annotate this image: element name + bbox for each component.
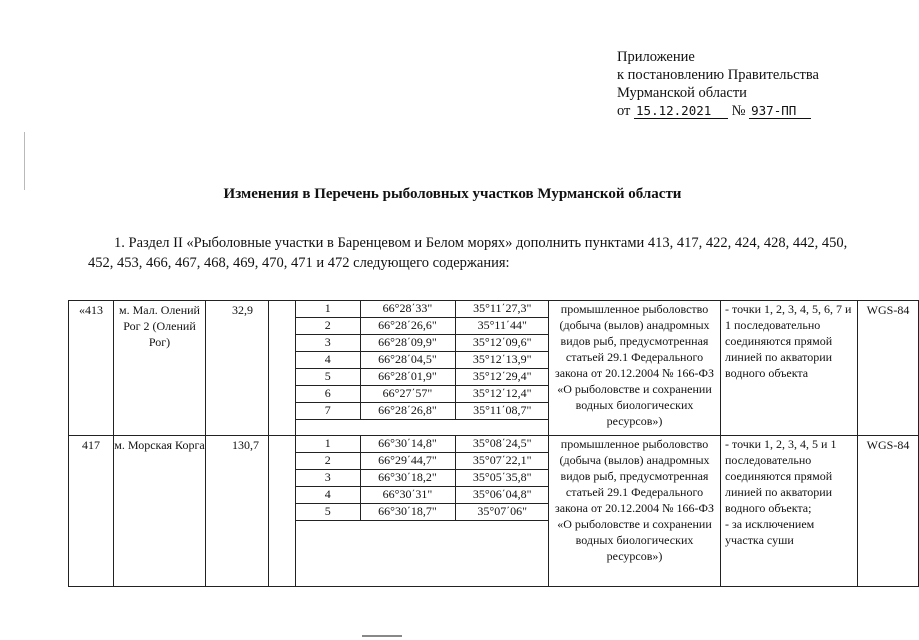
appendix-line-1: Приложение xyxy=(617,49,695,65)
boundary-description: - точки 1, 2, 3, 4, 5, 6, 7 и 1 последовательно соединяются прямой линией по акватории водного объекта xyxy=(721,301,858,436)
point-latitude: 66°30΄18,2" xyxy=(360,470,455,487)
appendix-header xyxy=(617,48,819,120)
point-longitude: 35°12΄29,4" xyxy=(455,369,549,386)
point-longitude: 35°11΄27,3" xyxy=(455,301,549,318)
decree-date: 15.12.2021 xyxy=(634,104,728,119)
point-latitude: 66°30΄14,8" xyxy=(360,436,455,453)
boundary-description xyxy=(721,436,858,587)
fishing-parcels-table xyxy=(68,300,919,587)
coordinate-system: WGS-84 xyxy=(858,436,919,587)
coordinate-row xyxy=(296,386,549,403)
coordinate-system: WGS-84 xyxy=(858,301,919,436)
date-prefix: от xyxy=(617,103,631,119)
parcel-area: 130,7 xyxy=(206,436,269,587)
coordinate-row xyxy=(296,352,549,369)
point-latitude: 66°28΄26,8" xyxy=(360,403,455,420)
point-longitude: 35°05΄35,8" xyxy=(455,470,549,487)
intro-paragraph-text: 1. Раздел II «Рыболовные участки в Баренцевом и Белом морях» дополнить пунктами 413, 417, 422, 424, 428, 442, 450, 452, 453, 466, 467, 468, 469, 470, 471 и 472 следующего содержания: xyxy=(88,235,848,271)
coordinate-row xyxy=(296,318,549,335)
document-title: Изменения в Перечень рыболовных участков Мурманской области xyxy=(223,186,682,202)
coordinates-table xyxy=(296,436,549,521)
permitted-use: промышленное рыболовство (добыча (вылов) анадромных видов рыб, предусмотренная статьей 29.1 Федерального закона от 20.12.2004 № 166-ФЗ «О рыболовстве и сохранении водных биологических ресурсов») xyxy=(549,301,721,436)
coordinate-row xyxy=(296,470,549,487)
permitted-use: промышленное рыболовство (добыча (вылов) анадромных видов рыб, предусмотренная статьей 29.1 Федерального закона от 20.12.2004 № 166-ФЗ «О рыболовстве и сохранении водных биологических ресурсов») xyxy=(549,436,721,587)
coordinates-cell xyxy=(296,301,549,436)
point-longitude: 35°12΄13,9" xyxy=(455,352,549,369)
coordinates-table xyxy=(296,301,549,420)
point-longitude: 35°11΄08,7" xyxy=(455,403,549,420)
number-prefix: № xyxy=(731,103,746,119)
coordinate-row xyxy=(296,436,549,453)
decree-number: 937-ПП xyxy=(749,104,811,119)
point-longitude: 35°11΄44" xyxy=(455,318,549,335)
point-number: 3 xyxy=(296,470,360,487)
point-number: 3 xyxy=(296,335,360,352)
scan-bottom-mark xyxy=(362,635,402,637)
appendix-date-line xyxy=(617,102,819,120)
coordinate-row xyxy=(296,369,549,386)
parcel-name: м. Морская Корга xyxy=(114,436,206,587)
empty-cell xyxy=(269,301,296,436)
point-latitude: 66°30΄18,7" xyxy=(360,504,455,521)
point-latitude: 66°28΄04,5" xyxy=(360,352,455,369)
point-number: 1 xyxy=(296,301,360,318)
point-longitude: 35°07΄06" xyxy=(455,504,549,521)
point-longitude: 35°07΄22,1" xyxy=(455,453,549,470)
coordinate-row xyxy=(296,403,549,420)
intro-paragraph xyxy=(88,233,868,273)
point-number: 1 xyxy=(296,436,360,453)
point-number: 2 xyxy=(296,453,360,470)
boundary-exception-line: - за исключением участка суши xyxy=(725,517,815,547)
point-latitude: 66°27΄57" xyxy=(360,386,455,403)
boundary-description-line: - точки 1, 2, 3, 4, 5 и 1 последовательно соединяются прямой линией по акватории водного объекта; xyxy=(725,437,837,515)
point-latitude: 66°28΄26,6" xyxy=(360,318,455,335)
point-number: 5 xyxy=(296,369,360,386)
coordinate-row xyxy=(296,487,549,504)
parcel-number: 417 xyxy=(69,436,114,587)
coordinate-row xyxy=(296,504,549,521)
point-number: 2 xyxy=(296,318,360,335)
point-number: 5 xyxy=(296,504,360,521)
point-longitude: 35°12΄09,6" xyxy=(455,335,549,352)
point-number: 4 xyxy=(296,487,360,504)
parcel-number: «413 xyxy=(69,301,114,436)
point-longitude: 35°12΄12,4" xyxy=(455,386,549,403)
appendix-line-3: Мурманской области xyxy=(617,85,747,101)
coordinates-cell xyxy=(296,436,549,587)
appendix-line-2: к постановлению Правительства xyxy=(617,67,819,83)
table-row xyxy=(69,301,919,436)
parcel-name: м. Мал. Олений Рог 2 (Олений Рог) xyxy=(114,301,206,436)
coordinate-row xyxy=(296,335,549,352)
parcel-area: 32,9 xyxy=(206,301,269,436)
point-number: 6 xyxy=(296,386,360,403)
point-latitude: 66°28΄09,9" xyxy=(360,335,455,352)
point-number: 4 xyxy=(296,352,360,369)
coordinate-row xyxy=(296,453,549,470)
point-latitude: 66°28΄01,9" xyxy=(360,369,455,386)
point-latitude: 66°29΄44,7" xyxy=(360,453,455,470)
point-longitude: 35°06΄04,8" xyxy=(455,487,549,504)
scan-margin-mark xyxy=(24,132,25,190)
point-number: 7 xyxy=(296,403,360,420)
point-latitude: 66°28΄33" xyxy=(360,301,455,318)
point-longitude: 35°08΄24,5" xyxy=(455,436,549,453)
empty-cell xyxy=(269,436,296,587)
point-latitude: 66°30΄31" xyxy=(360,487,455,504)
coordinate-row xyxy=(296,301,549,318)
table-row xyxy=(69,436,919,587)
